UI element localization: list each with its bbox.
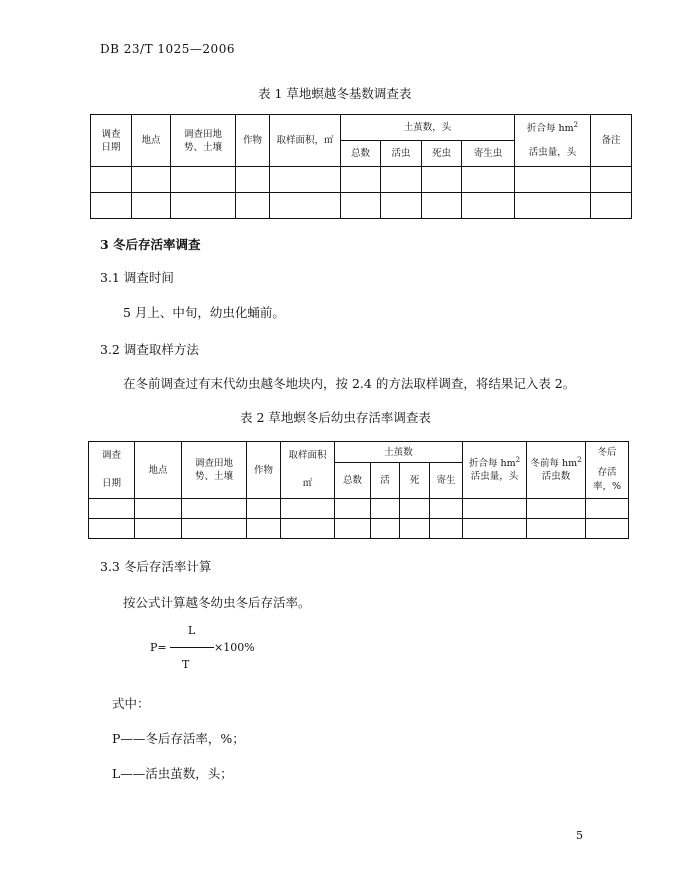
t2-header-parasitized: 寄生 — [430, 463, 463, 499]
t2-header-crop: 作物 — [247, 442, 281, 499]
t2-header-survival-rate: 冬后 存活 率，% — [586, 442, 629, 499]
section3-1-text: 5 月上、中旬，幼虫化蛹前。 — [123, 305, 285, 320]
section3-2-text: 在冬前调查过有末代幼虫越冬地块内，按 2.4 的方法取样调查，将结果记入表 2。 — [123, 376, 576, 391]
t1-header-dead: 死虫 — [422, 141, 462, 167]
formula-p: P= — [150, 641, 167, 654]
t2-header-area: 取样面积 ㎡ — [281, 442, 335, 499]
table2 — [88, 441, 629, 539]
table-row — [91, 167, 632, 193]
formula-multiplier: ×100% — [214, 641, 255, 654]
t1-header-place: 地点 — [132, 115, 171, 167]
fraction-bar — [170, 647, 214, 648]
t2-header-cocoon-group: 土茧数 — [335, 442, 463, 463]
t2-header-alive: 活 — [371, 463, 400, 499]
table1-caption: 表 1 草地螟越冬基数调查表 — [258, 86, 412, 101]
t1-header-alive: 活虫 — [381, 141, 422, 167]
standard-number: DB 23/T 1025—2006 — [100, 42, 235, 56]
section3-2-title: 3.2 调查取样方法 — [100, 342, 199, 357]
section3-3-title: 3.3 冬后存活率计算 — [100, 559, 212, 574]
t1-header-parasitized: 寄生虫 — [462, 141, 515, 167]
table-row — [89, 519, 629, 539]
t2-header-place: 地点 — [135, 442, 182, 499]
definition-p: P——冬后存活率，%； — [112, 731, 245, 746]
table-row — [91, 193, 632, 219]
t1-header-cocoon-group: 土茧数，头 — [341, 115, 515, 141]
t1-header-date: 调查日期 — [91, 115, 132, 167]
section3-3-text: 按公式计算越冬幼虫冬后存活率。 — [123, 595, 311, 610]
t1-header-terrain: 调查田地势、土壤 — [171, 115, 236, 167]
t2-header-total: 总数 — [335, 463, 371, 499]
formula-denominator: T — [182, 658, 190, 671]
formula-numerator: L — [188, 624, 196, 637]
t1-header-total: 总数 — [341, 141, 381, 167]
t1-header-per-hm: 折合每 $hm^2$ 活虫量，头 — [515, 115, 591, 167]
table2-caption: 表 2 草地螟冬后幼虫存活率调查表 — [240, 410, 431, 425]
where-label: 式中： — [112, 696, 150, 711]
table1 — [90, 114, 632, 219]
section3-1-title: 3.1 调查时间 — [100, 270, 174, 285]
t1-header-area: 取样面积，㎡ — [270, 115, 341, 167]
t2-header-dead: 死 — [400, 463, 430, 499]
definition-l: L——活虫茧数，头； — [112, 766, 233, 781]
t2-header-pre-winter: 冬前每 $hm^2$ 活虫数 — [527, 442, 586, 499]
page-number: 5 — [576, 829, 583, 842]
t2-header-date: 调查 日期 — [89, 442, 135, 499]
section3-title: 3 冬后存活率调查 — [100, 237, 201, 252]
table-row — [89, 499, 629, 519]
t2-header-per-hm: 折合每 $hm^2$ 活虫量，头 — [463, 442, 527, 499]
t1-header-crop: 作物 — [236, 115, 270, 167]
t1-header-remark: 备注 — [591, 115, 632, 167]
t2-header-terrain: 调查田地势、土壤 — [182, 442, 247, 499]
